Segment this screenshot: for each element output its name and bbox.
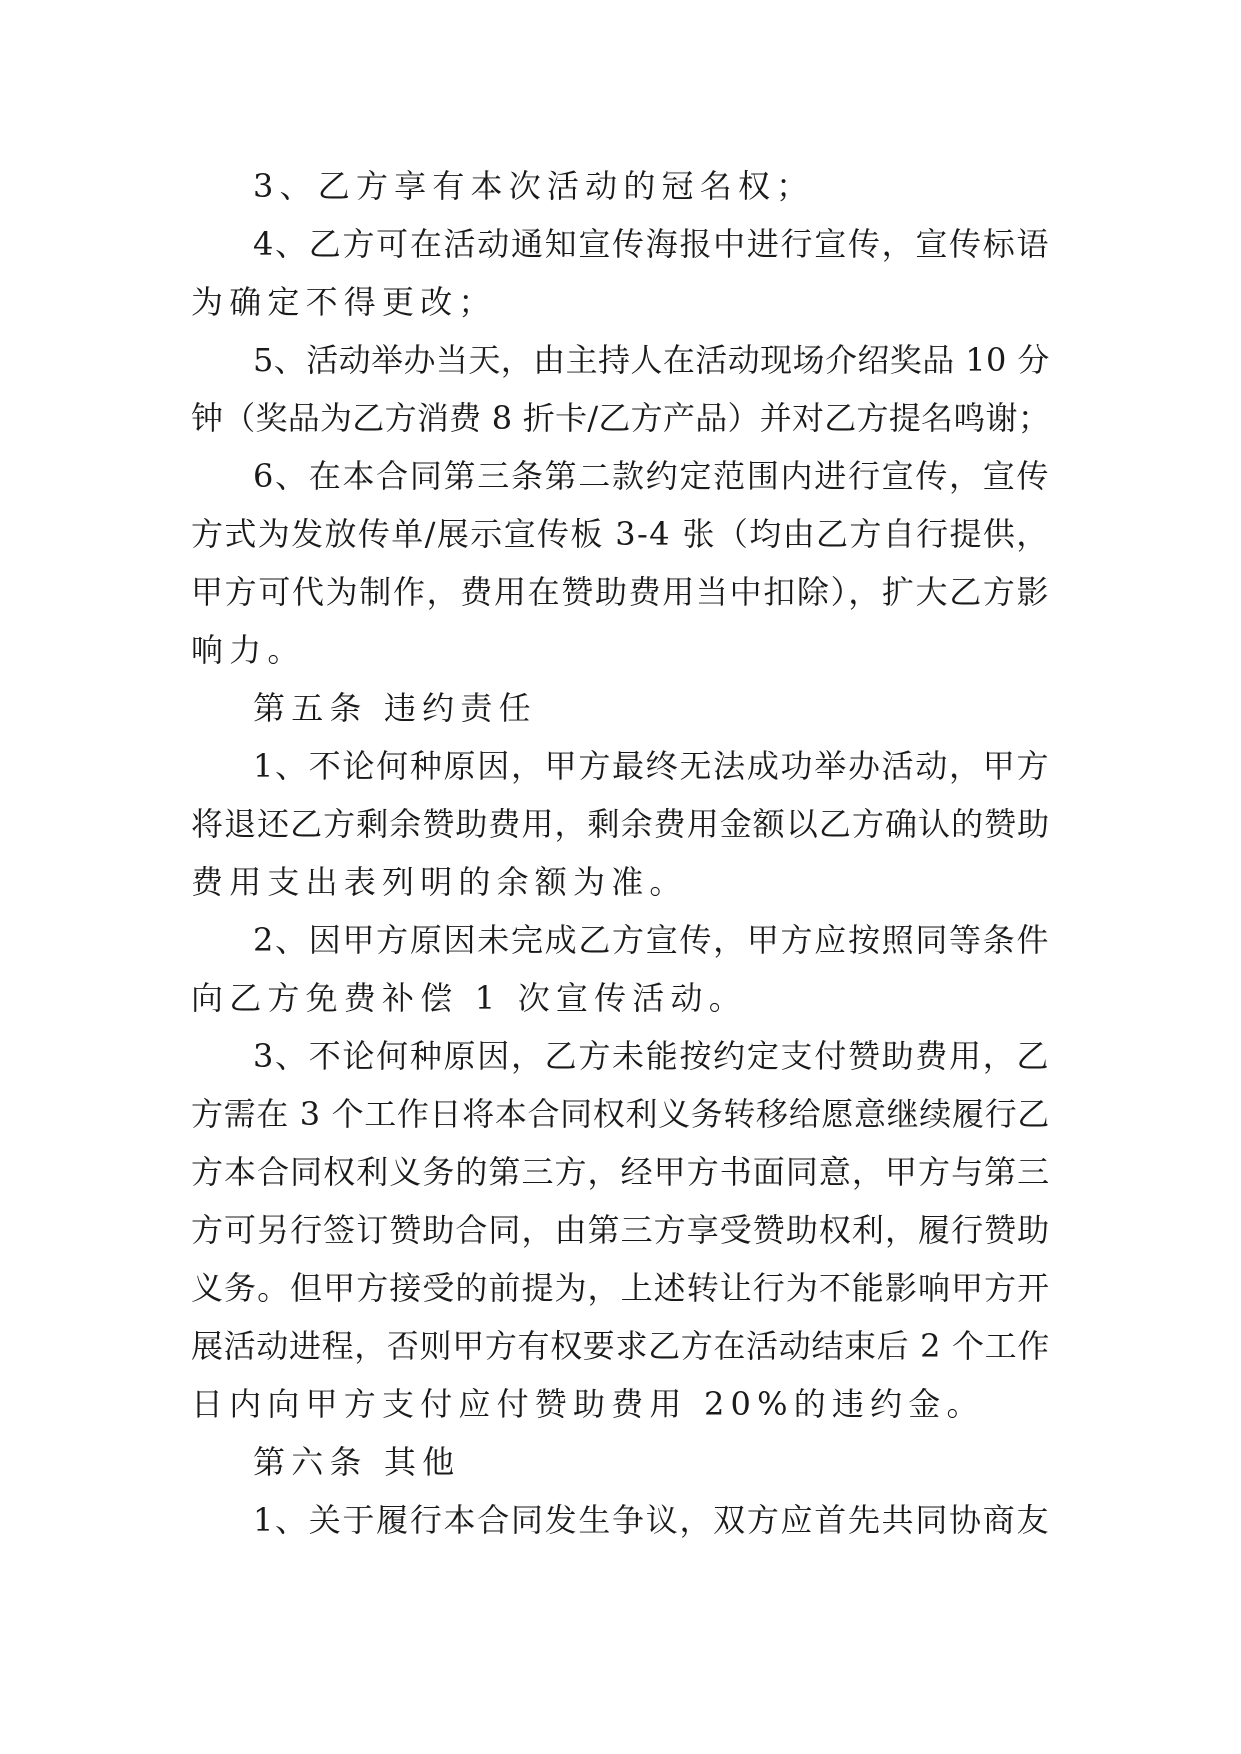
clause-line: 1、关于履行本合同发生争议，双方应首先共同协商友 <box>253 1501 1051 1539</box>
clause-line: 展活动进程，否则甲方有权要求乙方在活动结束后 2 个工作 <box>191 1327 1050 1365</box>
clause-line: 响力。 <box>191 631 306 669</box>
clause-line: 甲方可代为制作，费用在赞助费用当中扣除），扩大乙方影 <box>191 573 1051 611</box>
clause-line: 为确定不得更改； <box>191 283 497 321</box>
clause-line: 将退还乙方剩余赞助费用，剩余费用金额以乙方确认的赞助 <box>191 805 1051 843</box>
clause-line: 1、不论何种原因，甲方最终无法成功举办活动，甲方 <box>253 747 1051 785</box>
clause-line: 方式为发放传单/展示宣传板 3-4 张（均由乙方自行提供， <box>191 515 1050 553</box>
clause-line: 3、不论何种原因，乙方未能按约定支付赞助费用，乙 <box>253 1037 1051 1075</box>
clause-line: 费用支出表列明的余额为准。 <box>191 863 688 901</box>
clause-line: 6、在本合同第三条第二款约定范围内进行宣传，宣传 <box>253 457 1051 495</box>
clause-line: 3、乙方享有本次活动的冠名权； <box>253 167 815 205</box>
clause-line: 方需在 3 个工作日将本合同权利义务转移给愿意继续履行乙 <box>191 1095 1050 1133</box>
section-heading: 第五条 违约责任 <box>253 689 537 727</box>
section-heading: 第六条 其他 <box>253 1443 461 1481</box>
clause-line: 日内向甲方支付应付赞助费用 20%的违约金。 <box>191 1385 985 1423</box>
clause-line: 4、乙方可在活动通知宣传海报中进行宣传，宣传标语 <box>253 225 1051 263</box>
clause-line: 义务。但甲方接受的前提为，上述转让行为不能影响甲方开 <box>191 1269 1051 1307</box>
clause-line: 方本合同权利义务的第三方，经甲方书面同意，甲方与第三 <box>191 1153 1051 1191</box>
clause-line: 向乙方免费补偿 1 次宣传活动。 <box>191 979 747 1017</box>
clause-line: 钟（奖品为乙方消费 8 折卡/乙方产品）并对乙方提名鸣谢； <box>191 399 1051 437</box>
clause-line: 2、因甲方原因未完成乙方宣传，甲方应按照同等条件 <box>253 921 1051 959</box>
clause-line: 5、活动举办当天，由主持人在活动现场介绍奖品 10 分 <box>253 341 1050 379</box>
clause-line: 方可另行签订赞助合同，由第三方享受赞助权利，履行赞助 <box>191 1211 1051 1249</box>
